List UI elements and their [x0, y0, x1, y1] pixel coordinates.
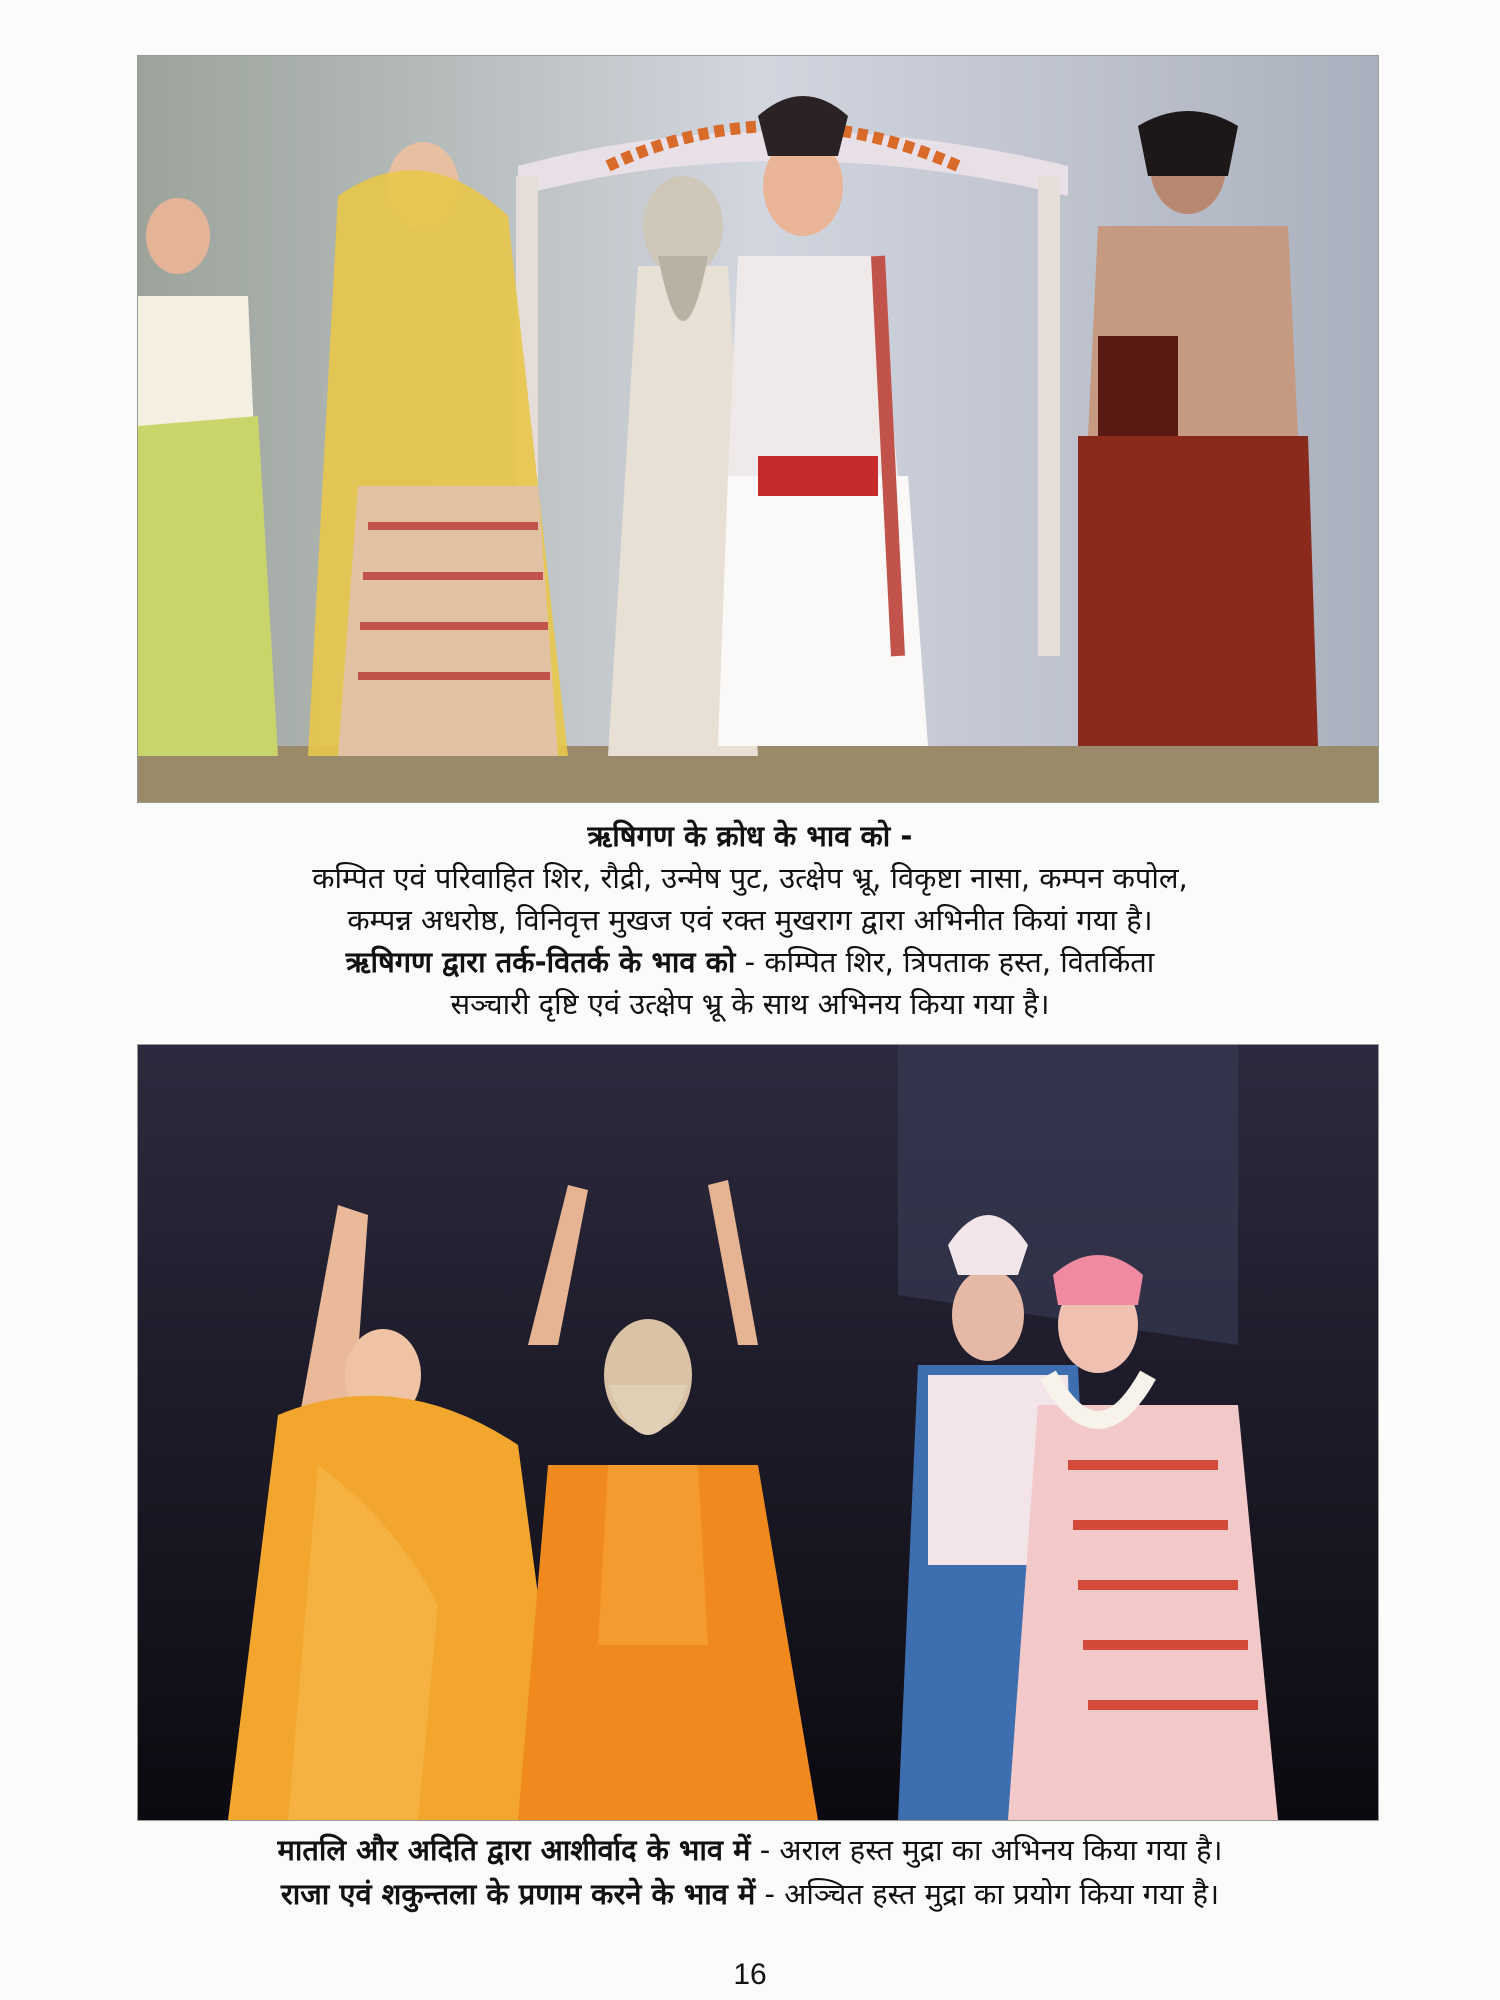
caption-top-line-4: सञ्चारी दृष्टि एवं उत्क्षेप भ्रू के साथ अभिनय किया गया है।: [450, 987, 1050, 1021]
stage-scene-blessing: [138, 1045, 1378, 1820]
caption-bottom-line-2-rest: - अञ्चित हस्त मुद्रा का प्रयोग किया गया है।: [755, 1877, 1220, 1911]
caption-bottom-line-2-bold: राजा एवं शकुन्तला के प्रणाम करने के भाव में: [280, 1877, 756, 1911]
caption-bottom-line-2: [100, 1872, 1400, 1916]
stage-photo-top: [138, 56, 1378, 802]
stage-scene-anger: [138, 56, 1378, 802]
caption-top-line-2: कम्पन्न अधरोष्ठ, विनिवृत्त मुखज एवं रक्त मुखराग द्वारा अभिनीत कियां गया है।: [347, 903, 1153, 937]
caption-bottom-line-1-rest: - अराल हस्त मुद्रा का अभिनय किया गया है।: [750, 1833, 1223, 1867]
caption-top-line-3-rest: - कम्पित शिर, त्रिपताक हस्त, वितर्किता: [735, 945, 1155, 979]
caption-top-line-3-bold: ऋषिगण द्वारा तर्क-वितर्क के भाव को: [345, 945, 736, 979]
caption-top-heading: ऋषिगण के क्रोध के भाव को -: [587, 819, 913, 853]
page-number: 16: [733, 1958, 767, 1991]
caption-top-line-3: [100, 941, 1400, 983]
caption-bottom: [100, 1828, 1400, 1916]
stage-photo-bottom: [138, 1045, 1378, 1820]
caption-top-line-1: कम्पित एवं परिवाहित शिर, रौद्री, उन्मेष पुट, उत्क्षेप भ्रू, विकृष्टा नासा, कम्पन कपोल,: [312, 861, 1188, 895]
caption-bottom-line-1-bold: मातलि और अदिति द्वारा आशीर्वाद के भाव में: [277, 1833, 751, 1867]
caption-top: [100, 815, 1400, 1025]
caption-bottom-line-1: [100, 1828, 1400, 1872]
